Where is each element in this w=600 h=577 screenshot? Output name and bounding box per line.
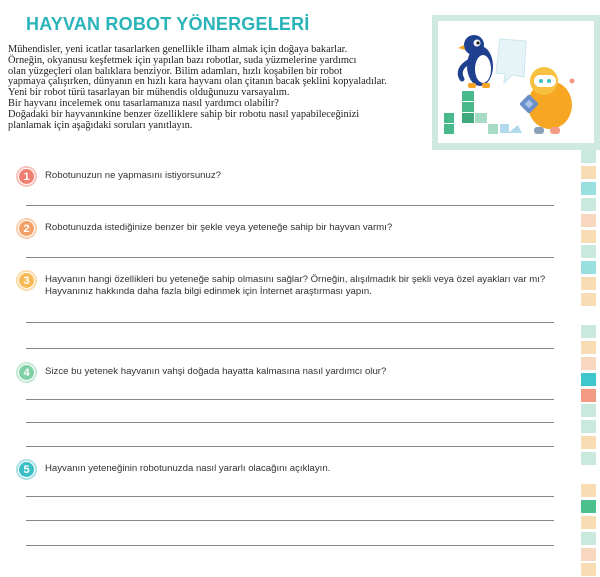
intro-line: olan yüzgeçleri olan balıklara benziyor. Bilim adamları, hızlı koşabilen bir robot	[8, 65, 343, 77]
answer-line[interactable]	[26, 257, 554, 258]
question-number: 3	[19, 273, 34, 288]
answer-line[interactable]	[26, 348, 554, 349]
stripe-block	[581, 389, 596, 402]
illustration-art	[438, 21, 594, 143]
intro-paragraph	[8, 45, 428, 131]
question-text: Hayvanın hangi özellikleri bu yeteneğe sahip olmasını sağlar? Örneğin, alışılmadık bir şekli veya özel ayakları var mı? Hayvanınız hakkında daha fazla bilgi edinmek için İnternet araştırması yapın.	[45, 274, 546, 297]
question-number-badge	[16, 362, 37, 383]
intro-line: Bir hayvanı incelemek onu tasarlamanıza nasıl yardımcı olabilir?	[8, 97, 279, 109]
stripe-block	[581, 214, 596, 227]
stripe-block	[581, 277, 596, 290]
stripe-block	[581, 404, 596, 417]
question-text: Robotunuzun ne yapmasını istiyorsunuz?	[45, 170, 221, 181]
stripe-block	[581, 532, 596, 545]
stripe-block	[581, 261, 596, 274]
answer-line[interactable]	[26, 422, 554, 423]
answer-line[interactable]	[26, 545, 554, 546]
robot-icon	[519, 67, 574, 134]
stripe-block	[581, 198, 596, 211]
stripe-block	[581, 150, 596, 163]
answer-line[interactable]	[26, 496, 554, 497]
answer-line[interactable]	[26, 446, 554, 447]
question-number: 1	[19, 169, 34, 184]
stripe-block	[581, 452, 596, 465]
stripe-block	[581, 341, 596, 354]
stripe-block	[581, 309, 596, 322]
penguin-icon	[458, 35, 493, 88]
stripe-block	[581, 420, 596, 433]
question-number: 5	[19, 462, 34, 477]
stripe-block	[581, 548, 596, 561]
stripe-block	[581, 293, 596, 306]
illustration-frame	[432, 15, 600, 150]
question-number-badge	[16, 218, 37, 239]
stripe-block	[581, 373, 596, 386]
stripe-block	[581, 357, 596, 370]
stripe-block	[581, 500, 596, 513]
stripe-block	[581, 325, 596, 338]
page-title: HAYVAN ROBOT YÖNERGELERİ	[26, 14, 310, 34]
intro-line: Yeni bir robot türü tasarlayan bir mühendis olduğunuzu varsayalım.	[8, 87, 290, 99]
question-text: Hayvanın yeteneğinin robotunuzda nasıl yararlı olacağını açıklayın.	[45, 463, 331, 474]
stripe-block	[581, 182, 596, 195]
answer-line[interactable]	[26, 520, 554, 521]
question-number-badge	[16, 459, 37, 480]
stripe-block	[581, 436, 596, 449]
question-number: 4	[19, 365, 34, 380]
question-text: Sizce bu yetenek hayvanın vahşi doğada hayatta kalmasına nasıl yardımcı olur?	[45, 366, 387, 377]
answer-line[interactable]	[26, 399, 554, 400]
stripe-block	[581, 468, 596, 481]
illustration	[438, 21, 594, 143]
question-number-badge	[16, 270, 37, 291]
stripe-block	[581, 516, 596, 529]
intro-line: Mühendisler, yeni icatlar tasarlarken genellikle ilham almak için doğaya bakarlar.	[8, 44, 348, 55]
stripe-block	[581, 230, 596, 243]
stripe-block	[581, 166, 596, 179]
intro-line: Doğadaki bir hayvanınkine benzer özelliklere sahip bir robotu nasıl yapabileceğinizi	[8, 108, 360, 120]
stripe-block	[581, 484, 596, 497]
answer-line[interactable]	[26, 322, 554, 323]
intro-line: planlamak için aşağıdaki soruları yanıtlayın.	[8, 119, 193, 131]
question-number-badge	[16, 166, 37, 187]
blocks-icon	[444, 91, 522, 134]
speech-bubble-icon	[496, 39, 526, 83]
answer-line[interactable]	[26, 205, 554, 206]
question-number: 2	[19, 221, 34, 236]
stripe-block	[581, 563, 596, 576]
stripe-block	[581, 245, 596, 258]
question-text: Robotunuzda istediğinize benzer bir şekle veya yeteneğe sahip bir hayvan varmı?	[45, 222, 393, 233]
intro-line: yapmaya çalışırken, dünyanın en hızlı kara hayvanı olan çitanın bacak şeklini kopyaladılar.	[8, 76, 387, 88]
intro-line: Örneğin, okyanusu keşfetmek için yapılan bazı robotlar, suda yüzmelerine yardımcı	[8, 54, 357, 66]
